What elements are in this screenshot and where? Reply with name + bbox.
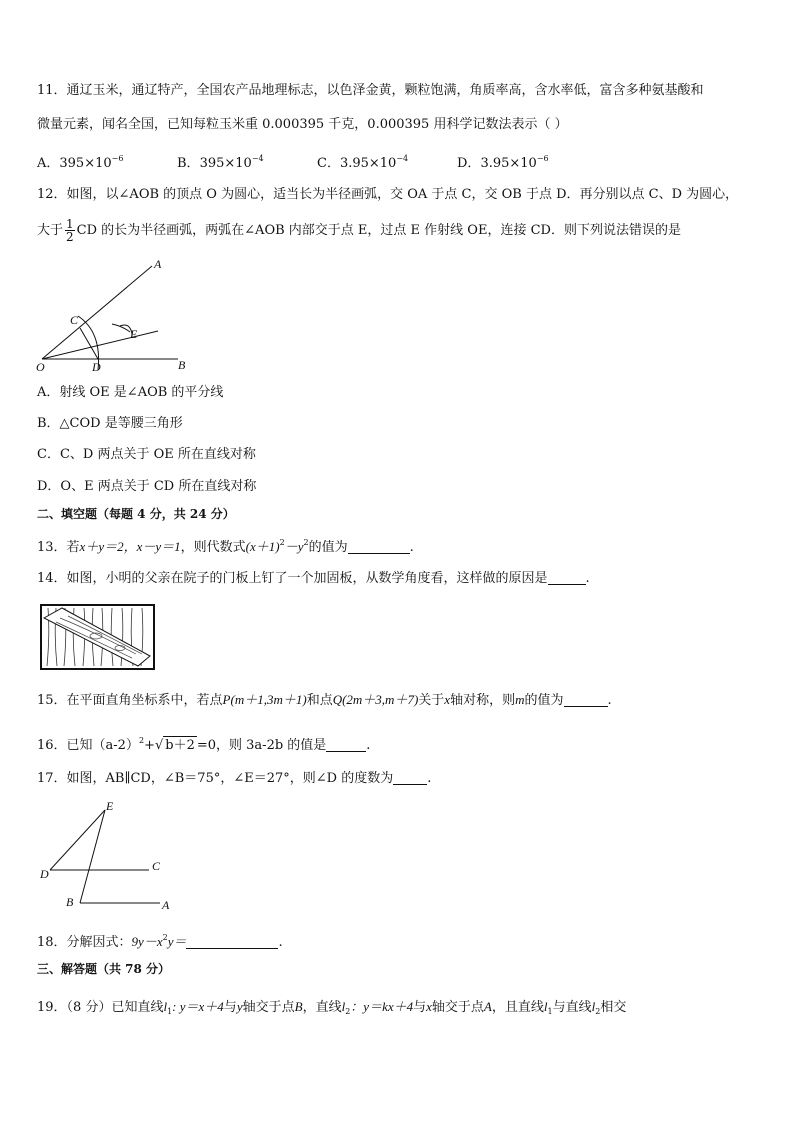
figure-label-c: C xyxy=(70,313,79,327)
sqrt-icon: √ xyxy=(154,738,164,753)
figure-label-o: O xyxy=(36,360,45,374)
q11-line2: 微量元素，闻名全国，已知每粒玉米重 0.000395 千克，0.000395 用科学记数法表示（ ） xyxy=(37,117,568,132)
figure-label-d: D xyxy=(92,360,101,374)
answer-blank xyxy=(348,539,410,554)
q12-option-a: A．射线 OE 是∠AOB 的平分线 xyxy=(37,385,224,400)
q12-line1: 12．如图，以∠AOB 的顶点 O 为圆心，适当长为半径画弧，交 OA 于点 C，交 OB 于点 D．再分别以点 C、D 为圆心， xyxy=(37,187,739,202)
answer-blank xyxy=(548,570,586,585)
answer-blank xyxy=(564,692,608,707)
q14: 14．如图，小明的父亲在院子的门板上钉了一个加固板，从数学角度看，这样做的原因是 . xyxy=(37,571,590,586)
q18: 18．分解因式：$9y-x^2y=$ . xyxy=(37,933,283,950)
fraction-one-half: $\frac{1}{2}$ xyxy=(66,217,74,244)
q12-line2: 大于 $\frac{1}{2}$ CD 的长为半径画弧，两弧在∠AOB 内部交于点 E，过点 E 作射线 OE，连接 CD．则下列说法错误的是 xyxy=(37,217,681,244)
q11-option-d: D．$3.95\times 10^{-6}$ xyxy=(457,154,549,171)
q12-option-b: B．△COD 是等腰三角形 xyxy=(37,416,183,431)
figure-label-e: E xyxy=(106,799,114,813)
parallel-lines-figure xyxy=(36,798,186,914)
q11-option-b: B．$395\times 10^{-4}$ xyxy=(177,154,264,171)
figure-label-c: C xyxy=(152,859,161,873)
answer-blank xyxy=(186,934,278,949)
figure-label-b: B xyxy=(178,358,186,372)
figure-label-d: D xyxy=(40,867,49,881)
q12-option-d: D．O、E 两点关于 CD 所在直线对称 xyxy=(37,479,257,494)
angle-bisector-figure xyxy=(30,252,200,377)
q11-option-c: C．$3.95\times 10^{-4}$ xyxy=(317,154,409,171)
q16: 16．已知$(a-2)^2+√$ b＋2 =0，则 3a-2b 的值是 . xyxy=(37,736,371,753)
q11-line1: 11．通辽玉米，通辽特产，全国农产品地理标志，以色泽金黄，颗粒饱满，角质率高，含水率低，富含多种氨基酸和 xyxy=(37,83,704,98)
section-heading-solutions: 三、解答题（共 78 分） xyxy=(37,962,171,976)
q13: 13．若x＋y＝2，x－y＝1，则代数式$(x+1)^2-y^2$的值为 . xyxy=(37,538,414,555)
q11-options xyxy=(37,150,597,173)
section-heading-fill-in: 二、填空题（每题 4 分，共 24 分） xyxy=(37,507,235,521)
figure-label-e: E xyxy=(130,327,138,341)
answer-blank xyxy=(326,737,366,752)
figure-label-b: B xyxy=(66,895,74,909)
q15: 15．在平面直角坐标系中，若点P(m＋1,3m＋1)和点Q(2m＋3,m＋7)关于x轴对称，则m的值为 . xyxy=(37,692,612,708)
q12-option-c: C．C、D 两点关于 OE 所在直线对称 xyxy=(37,447,256,462)
q17: 17．如图，AB∥CD，∠B＝75°，∠E＝27°，则∠D 的度数为 . xyxy=(37,771,432,786)
figure-label-a: A xyxy=(154,257,162,271)
reinforced-door-board-picture xyxy=(40,604,155,670)
figure-label-a: A xyxy=(162,898,170,912)
q19: 19．（8 分）已知直线$l_1$: y＝x＋4与y轴交于点B，直线$l_2$：y＝kx＋4与x轴交于点A，且直线$l_1$与直线$l_2$相交 xyxy=(37,999,627,1016)
q11-option-a: A．$395\times 10^{-6}$ xyxy=(37,154,124,171)
answer-blank xyxy=(393,770,427,785)
